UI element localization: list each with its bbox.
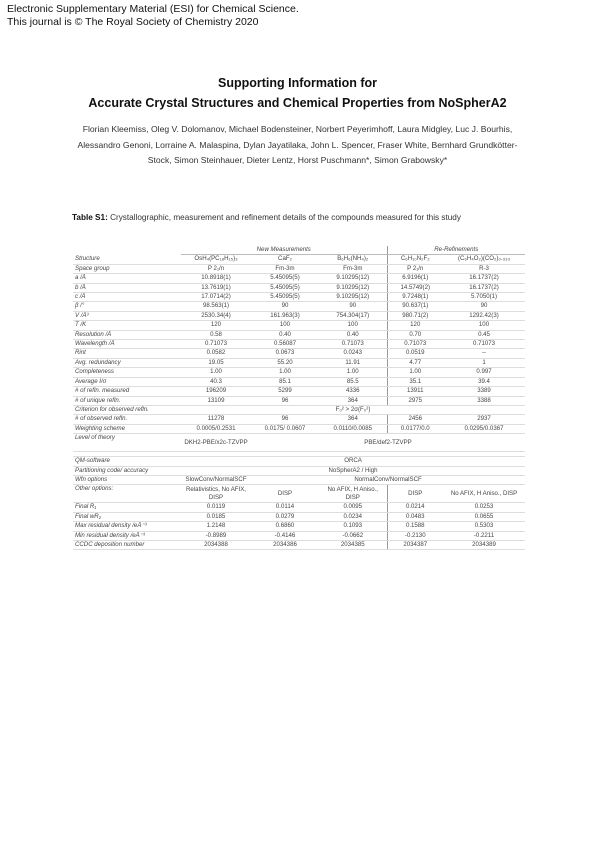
table-cell: Relativistics, No AFIX, DISP xyxy=(181,485,251,503)
table-cell: 3389 xyxy=(443,387,525,396)
table-cell: 0.0005/0.2531 xyxy=(181,424,251,433)
table-row xyxy=(73,358,525,367)
table-cell: 0.71073 xyxy=(443,340,525,349)
table-cell: 0.40 xyxy=(251,330,319,339)
table-cell: C₆H₁₀N₂F₂ xyxy=(387,255,443,264)
table-cell: 1.00 xyxy=(387,368,443,377)
table-cell: 0.45 xyxy=(443,330,525,339)
table-cell: 2937 xyxy=(443,415,525,424)
table-cell: 39.4 xyxy=(443,377,525,386)
table-row xyxy=(73,368,525,377)
table-cell: CaF₂ xyxy=(251,255,319,264)
table-cell: 0.1093 xyxy=(319,522,387,531)
table-cell: 1.00 xyxy=(251,368,319,377)
table-row xyxy=(73,302,525,311)
table-cell: 980.71(2) xyxy=(387,311,443,320)
table-caption-label: Table S1: xyxy=(72,213,108,222)
weighting-row xyxy=(73,424,525,433)
table-cell: 100 xyxy=(443,321,525,330)
table-cell: 14.5749(2) xyxy=(387,283,443,292)
group-re-refinements: Re-Refinements xyxy=(387,246,525,255)
table-caption xyxy=(72,210,527,225)
row-label: T /K xyxy=(73,321,181,330)
table-cell: -0.0662 xyxy=(319,531,387,540)
table-cell: P 2₁/n xyxy=(181,264,251,273)
table-cell: 90.637(1) xyxy=(387,302,443,311)
table-cell: 0.1588 xyxy=(387,522,443,531)
row-label: Min residual density /eÅ⁻³ xyxy=(73,531,181,540)
table-cell: 3388 xyxy=(443,396,525,405)
table-cell: 2034385 xyxy=(319,540,387,549)
row-label: b /Å xyxy=(73,283,181,292)
table-cell: No AFIX, H Aniso., DISP xyxy=(319,485,387,503)
row-label: Final wR₂ xyxy=(73,512,181,521)
table-cell: 2530.34(4) xyxy=(181,311,251,320)
table-cell: 55.20 xyxy=(251,358,319,367)
row-label: β /° xyxy=(73,302,181,311)
table-row xyxy=(73,522,525,531)
table-caption-text: Crystallographic, measurement and refinement details of the compounds measured for this study xyxy=(110,213,461,222)
table-cell: DISP xyxy=(251,485,319,503)
table-row xyxy=(73,293,525,302)
wfn-rest: NormalConv/NormalSCF xyxy=(251,475,525,484)
table-cell: Fm-3m xyxy=(251,264,319,273)
row-label: # of unique refln. xyxy=(73,396,181,405)
table-cell: 98.563(1) xyxy=(181,302,251,311)
table-row xyxy=(73,531,525,540)
table-cell: 0.0114 xyxy=(251,503,319,512)
title-line-1: Supporting Information for xyxy=(217,76,377,90)
table-cell: P 2₁/n xyxy=(387,264,443,273)
row-label: Level of theory xyxy=(73,434,181,452)
table-cell: 196209 xyxy=(181,387,251,396)
table-cell: 1 xyxy=(443,358,525,367)
table-cell: -0.8989 xyxy=(181,531,251,540)
table-cell: 4.77 xyxy=(387,358,443,367)
table-cell: 17.0714(2) xyxy=(181,293,251,302)
table-cell: 96 xyxy=(251,415,319,424)
table-cell: 90 xyxy=(443,302,525,311)
table-cell: Fm-3m xyxy=(319,264,387,273)
theory-first: DKH2-PBE/x2c-TZVPP xyxy=(181,434,251,452)
theory-rest: PBE/def2-TZVPP xyxy=(251,434,525,452)
table-cell: R-3 xyxy=(443,264,525,273)
table-cell: 0.70 xyxy=(387,330,443,339)
table-cell: 1.2148 xyxy=(181,522,251,531)
table-cell: 0.6860 xyxy=(251,522,319,531)
table-cell: 13911 xyxy=(387,387,443,396)
table-cell: 2034389 xyxy=(443,540,525,549)
table-cell: -0.4146 xyxy=(251,531,319,540)
table-cell: (C₆H₄O₂)(CO₂)₀.₃₃₃ xyxy=(443,255,525,264)
table-row xyxy=(73,311,525,320)
table-cell: 10.8918(1) xyxy=(181,274,251,283)
table-cell: 2456 xyxy=(387,415,443,424)
other-options-row xyxy=(73,485,525,503)
table-cell: 0.0110/0.0085 xyxy=(319,424,387,433)
theory-row xyxy=(73,434,525,452)
table-cell: 1.00 xyxy=(319,368,387,377)
table-cell: 1292.42(3) xyxy=(443,311,525,320)
table-cell: 96 xyxy=(251,396,319,405)
table-cell: 90 xyxy=(251,302,319,311)
table-cell: 9.10295(12) xyxy=(319,274,387,283)
wfn-row xyxy=(73,475,525,484)
table-cell: 754.304(17) xyxy=(319,311,387,320)
table-row xyxy=(73,321,525,330)
row-label: Rint xyxy=(73,349,181,358)
qm-value: ORCA xyxy=(181,457,525,466)
author-list: Florian Kleemiss, Oleg V. Dolomanov, Michael Bodensteiner, Norbert Peyerimhoff, Laura Midgley, Luc J. Bourhis, Alessandro Genoni, Lorraine A. Malaspina, Dylan Jayatilaka, John L. Spencer, Fraser White, Bernhard Grundkötter-Stock, Simon Steinhauer, Dieter Lentz, Horst Puschmann*, Simon Grabowsky* xyxy=(77,124,518,165)
row-label: Other options: xyxy=(73,485,181,503)
table-cell: 0.0519 xyxy=(387,349,443,358)
table-cell: -0.2130 xyxy=(387,531,443,540)
table-cell: 0.0295/0.0367 xyxy=(443,424,525,433)
table-cell: OsH₄(PC₁₈H₁₅)₃ xyxy=(181,255,251,264)
table-cell: 120 xyxy=(387,321,443,330)
row-label: Average I/σ xyxy=(73,377,181,386)
table-cell: 0.71073 xyxy=(319,340,387,349)
table-cell: 5299 xyxy=(251,387,319,396)
table-cell: 9.10295(12) xyxy=(319,293,387,302)
table-cell: B₆H₆(NH₄)₂ xyxy=(319,255,387,264)
table-cell: 5.7050(1) xyxy=(443,293,525,302)
table-cell: 0.997 xyxy=(443,368,525,377)
table-cell: 9.10295(12) xyxy=(319,283,387,292)
table-cell: 1.00 xyxy=(181,368,251,377)
table-cell: 13109 xyxy=(181,396,251,405)
table-row xyxy=(73,264,525,273)
table-cell: 16.1737(2) xyxy=(443,283,525,292)
table-row xyxy=(73,540,525,549)
table-cell: DISP xyxy=(387,485,443,503)
crystallographic-table xyxy=(73,246,525,550)
row-label: Completeness xyxy=(73,368,181,377)
row-label: Max residual density /eÅ⁻³ xyxy=(73,522,181,531)
row-label: V /Å³ xyxy=(73,311,181,320)
row-label: Resolution /Å xyxy=(73,330,181,339)
table-cell: 161.963(3) xyxy=(251,311,319,320)
table-cell: 6.9196(1) xyxy=(387,274,443,283)
table-row xyxy=(73,340,525,349)
table-cell: 0.71073 xyxy=(387,340,443,349)
row-label: QM-software xyxy=(73,457,181,466)
partitioning-value: NoSpherA2 / High xyxy=(181,466,525,475)
table-cell: 9.7248(1) xyxy=(387,293,443,302)
table-cell: 2034387 xyxy=(387,540,443,549)
table-cell: 100 xyxy=(251,321,319,330)
table-row xyxy=(73,377,525,386)
row-label: Avg. redundancy xyxy=(73,358,181,367)
table-cell: -0.2211 xyxy=(443,531,525,540)
journal-header-line-1: Electronic Supplementary Material (ESI) for Chemical Science. xyxy=(7,3,299,15)
qm-row xyxy=(73,457,525,466)
group-new-measurements: New Measurements xyxy=(181,246,387,255)
table-cell: 2975 xyxy=(387,396,443,405)
table-cell: 4336 xyxy=(319,387,387,396)
row-label: Partitioning code/ accuracy xyxy=(73,466,181,475)
table-cell: 0.0673 xyxy=(251,349,319,358)
table-row xyxy=(73,396,525,405)
table-cell: 16.1737(2) xyxy=(443,274,525,283)
wfn-first: SlowConv/NormalSCF xyxy=(181,475,251,484)
table-cell: 0.0253 xyxy=(443,503,525,512)
table-cell: 0.0185 xyxy=(181,512,251,521)
table-cell: 13.7619(1) xyxy=(181,283,251,292)
row-label: # of refln. measured xyxy=(73,387,181,396)
row-label: Structure xyxy=(73,255,181,264)
table-cell: No AFIX, H Aniso., DISP xyxy=(443,485,525,503)
table-cell: 5.45095(5) xyxy=(251,283,319,292)
table-cell: 0.0582 xyxy=(181,349,251,358)
table-cell: 35.1 xyxy=(387,377,443,386)
table-row xyxy=(73,387,525,396)
table-group-header-row xyxy=(73,246,525,255)
observed-row xyxy=(73,415,525,424)
table-cell: 100 xyxy=(319,321,387,330)
row-label: Wavelength /Å xyxy=(73,340,181,349)
table-cell: 0.0177/0.0 xyxy=(387,424,443,433)
table-cell: 11278 xyxy=(181,415,251,424)
criterion-row xyxy=(73,405,525,414)
table-cell: 19.05 xyxy=(181,358,251,367)
table-cell: 85.1 xyxy=(251,377,319,386)
row-label: CCDC deposition number xyxy=(73,540,181,549)
row-label: Final R₁ xyxy=(73,503,181,512)
table-cell: 0.0655 xyxy=(443,512,525,521)
row-label: Space group xyxy=(73,264,181,273)
title-line-2: Accurate Crystal Structures and Chemical Properties from NoSpherA2 xyxy=(88,96,507,110)
table-cell: 364 xyxy=(319,415,387,424)
table-row xyxy=(73,512,525,521)
table-cell: -- xyxy=(443,349,525,358)
table-cell: 0.40 xyxy=(319,330,387,339)
table-cell: 2034388 xyxy=(181,540,251,549)
table-row xyxy=(73,274,525,283)
table-cell: 0.0483 xyxy=(387,512,443,521)
table-row xyxy=(73,283,525,292)
table-cell: 90 xyxy=(319,302,387,311)
table-cell: 0.0119 xyxy=(181,503,251,512)
table-row xyxy=(73,255,525,264)
row-label: Weighting scheme xyxy=(73,424,181,433)
table-row xyxy=(73,330,525,339)
row-label: # of observed refln. xyxy=(73,415,181,424)
table-cell: 0.0279 xyxy=(251,512,319,521)
table-cell: 0.5303 xyxy=(443,522,525,531)
journal-header xyxy=(7,3,299,28)
row-label: c /Å xyxy=(73,293,181,302)
row-label: Wfn options xyxy=(73,475,181,484)
table-cell: 40.3 xyxy=(181,377,251,386)
table-cell: 85.5 xyxy=(319,377,387,386)
table-row xyxy=(73,503,525,512)
criterion-value: F₀² > 2σ(F₀²) xyxy=(181,405,525,414)
table-cell: 0.0175/ 0.0607 xyxy=(251,424,319,433)
table-cell: 0.0234 xyxy=(319,512,387,521)
table-cell: 0.58 xyxy=(181,330,251,339)
table-cell: 0.0095 xyxy=(319,503,387,512)
table-cell: 120 xyxy=(181,321,251,330)
table-row xyxy=(73,349,525,358)
table-cell: 0.0243 xyxy=(319,349,387,358)
table-cell: 5.45095(5) xyxy=(251,293,319,302)
table-cell: 5.45095(5) xyxy=(251,274,319,283)
row-label: Criterion for observed refln. xyxy=(73,405,181,414)
table-cell: 0.0214 xyxy=(387,503,443,512)
table-cell: 0.71073 xyxy=(181,340,251,349)
table-cell: 0.56087 xyxy=(251,340,319,349)
table-cell: 364 xyxy=(319,396,387,405)
journal-header-line-2: This journal is © The Royal Society of Chemistry 2020 xyxy=(7,15,259,28)
table-cell: 2034386 xyxy=(251,540,319,549)
partitioning-row xyxy=(73,466,525,475)
row-label: a /Å xyxy=(73,274,181,283)
table-cell: 11.91 xyxy=(319,358,387,367)
